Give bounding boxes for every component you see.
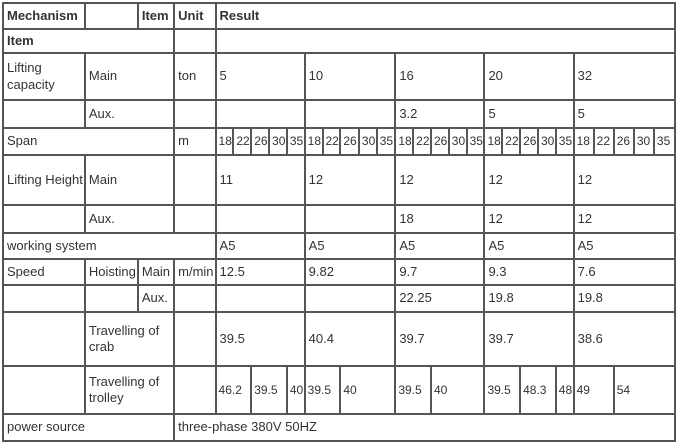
span-value: 22 [323, 128, 341, 155]
lifting-height-main-value: 12 [305, 155, 396, 205]
lifting-capacity-main-label: Main [85, 53, 174, 100]
travelling-of-trolley-value: 39.5 [484, 366, 520, 414]
hoisting-aux-value: 22.25 [395, 285, 484, 312]
span-value: 22 [594, 128, 614, 155]
travelling-of-trolley-value: 48.3 [520, 366, 556, 414]
travelling-of-trolley-value: 48 [556, 366, 574, 414]
span-value: 22 [502, 128, 520, 155]
working-system-value: A5 [395, 233, 484, 259]
hoisting-aux-label: Aux. [138, 285, 174, 312]
header-item: Item [138, 3, 174, 29]
power-source-label: power source [3, 414, 174, 441]
empty-cell [3, 366, 85, 414]
span-value: 26 [614, 128, 634, 155]
travelling-of-crab-row [3, 312, 675, 366]
lifting-capacity-main-value: 5 [216, 53, 305, 100]
travelling-of-crab-value: 39.7 [484, 312, 573, 366]
span-label: Span [3, 128, 174, 155]
empty-cell [174, 100, 215, 128]
span-value: 22 [233, 128, 251, 155]
hoisting-aux-value: 19.8 [574, 285, 675, 312]
header-unit: Unit [174, 3, 215, 29]
empty-cell [174, 366, 215, 414]
lifting-capacity-aux-value: 5 [574, 100, 675, 128]
lifting-height-main-value: 12 [484, 155, 573, 205]
empty-cell [174, 312, 215, 366]
travelling-of-crab-value: 38.6 [574, 312, 675, 366]
span-value: 26 [251, 128, 269, 155]
lifting-height-main-value: 12 [395, 155, 484, 205]
span-value: 18 [484, 128, 502, 155]
lifting-capacity-main-value: 16 [395, 53, 484, 100]
travelling-of-crab-label: Travelling of crab [85, 312, 174, 366]
hoisting-main-value: 9.3 [484, 259, 573, 285]
hoisting-label: Hoisting [85, 259, 138, 285]
lifting-height-aux-value [216, 205, 305, 233]
power-source-row [3, 414, 675, 441]
span-value: 26 [520, 128, 538, 155]
hoisting-main-value: 9.7 [395, 259, 484, 285]
empty-cell [174, 155, 215, 205]
span-value: 26 [340, 128, 359, 155]
span-value: 22 [413, 128, 431, 155]
lifting-height-aux-value: 12 [574, 205, 675, 233]
empty-cell [174, 205, 215, 233]
hoisting-main-value: 12.5 [216, 259, 305, 285]
hoisting-main-label: Main [138, 259, 174, 285]
working-system-row [3, 233, 675, 259]
power-source-value: three-phase 380V 50HZ [174, 414, 675, 441]
travelling-of-trolley-value: 46.2 [216, 366, 252, 414]
header-row [3, 3, 675, 29]
span-value: 18 [305, 128, 323, 155]
lifting-height-aux-row [3, 205, 675, 233]
lifting-capacity-main-value: 10 [305, 53, 396, 100]
empty-cell [174, 285, 215, 312]
span-value: 35 [287, 128, 305, 155]
span-value: 35 [377, 128, 396, 155]
lifting-height-main-row [3, 155, 675, 205]
lifting-height-main-value: 11 [216, 155, 305, 205]
travelling-of-trolley-value: 54 [614, 366, 675, 414]
working-system-value: A5 [574, 233, 675, 259]
empty-cell [216, 29, 675, 53]
lifting-capacity-unit: ton [174, 53, 215, 100]
span-value: 30 [359, 128, 377, 155]
span-value: 30 [538, 128, 556, 155]
travelling-of-trolley-row [3, 366, 675, 414]
travelling-of-trolley-label: Travelling of trolley [85, 366, 174, 414]
travelling-of-trolley-value: 40 [431, 366, 484, 414]
travelling-of-trolley-value: 40 [340, 366, 395, 414]
empty-cell [3, 312, 85, 366]
travelling-of-trolley-value: 39.5 [305, 366, 341, 414]
hoisting-aux-value: 19.8 [484, 285, 573, 312]
lifting-height-aux-value: 18 [395, 205, 484, 233]
lifting-capacity-aux-label: Aux. [85, 100, 174, 128]
span-value: 30 [634, 128, 654, 155]
working-system-value: A5 [216, 233, 305, 259]
lifting-capacity-aux-value: 3.2 [395, 100, 484, 128]
lifting-height-aux-value: 12 [484, 205, 573, 233]
lifting-capacity-main-row [3, 53, 675, 100]
span-value: 35 [654, 128, 675, 155]
empty-cell [3, 100, 85, 128]
span-value: 30 [449, 128, 467, 155]
lifting-capacity-aux-value [216, 100, 305, 128]
hoisting-aux-value [305, 285, 396, 312]
span-value: 18 [395, 128, 413, 155]
travelling-of-trolley-value: 39.5 [251, 366, 287, 414]
travelling-of-crab-value: 40.4 [305, 312, 396, 366]
header-result: Result [216, 3, 675, 29]
hoisting-main-unit: m/min [174, 259, 215, 285]
empty-cell [174, 29, 215, 53]
span-value: 18 [574, 128, 594, 155]
hoisting-main-row [3, 259, 675, 285]
hoisting-aux-value [216, 285, 305, 312]
lifting-capacity-aux-value [305, 100, 396, 128]
lifting-capacity-aux-row [3, 100, 675, 128]
travelling-of-trolley-value: 39.5 [395, 366, 431, 414]
empty-cell [85, 285, 138, 312]
hoisting-main-value: 7.6 [574, 259, 675, 285]
span-value: 35 [467, 128, 485, 155]
lifting-capacity-aux-value: 5 [484, 100, 573, 128]
working-system-label: working system [3, 233, 216, 259]
header-mechanism: Mechanism [3, 3, 85, 29]
lifting-capacity-label: Lifting capacity [3, 53, 85, 100]
travelling-of-crab-value: 39.5 [216, 312, 305, 366]
lifting-height-main-value: 12 [574, 155, 675, 205]
span-value: 35 [556, 128, 574, 155]
lifting-capacity-main-value: 32 [574, 53, 675, 100]
speed-label: Speed [3, 259, 85, 285]
header-empty-cell [85, 3, 138, 29]
lifting-capacity-main-value: 20 [484, 53, 573, 100]
span-value: 30 [269, 128, 287, 155]
lifting-height-aux-value [305, 205, 396, 233]
working-system-value: A5 [305, 233, 396, 259]
hoisting-aux-row [3, 285, 675, 312]
span-row [3, 128, 675, 155]
travelling-of-crab-value: 39.7 [395, 312, 484, 366]
lifting-height-aux-label: Aux. [85, 205, 174, 233]
travelling-of-trolley-value: 49 [574, 366, 614, 414]
item-row [3, 29, 675, 53]
hoisting-main-value: 9.82 [305, 259, 396, 285]
empty-cell [3, 285, 85, 312]
span-value: 18 [216, 128, 234, 155]
lifting-height-main-label: Main [85, 155, 174, 205]
spec-table [2, 2, 676, 442]
working-system-value: A5 [484, 233, 573, 259]
lifting-height-label: Lifting Height [3, 155, 85, 205]
item-row-label: Item [3, 29, 174, 53]
empty-cell [3, 205, 85, 233]
span-value: 26 [431, 128, 449, 155]
travelling-of-trolley-value: 40 [287, 366, 305, 414]
span-unit: m [174, 128, 215, 155]
